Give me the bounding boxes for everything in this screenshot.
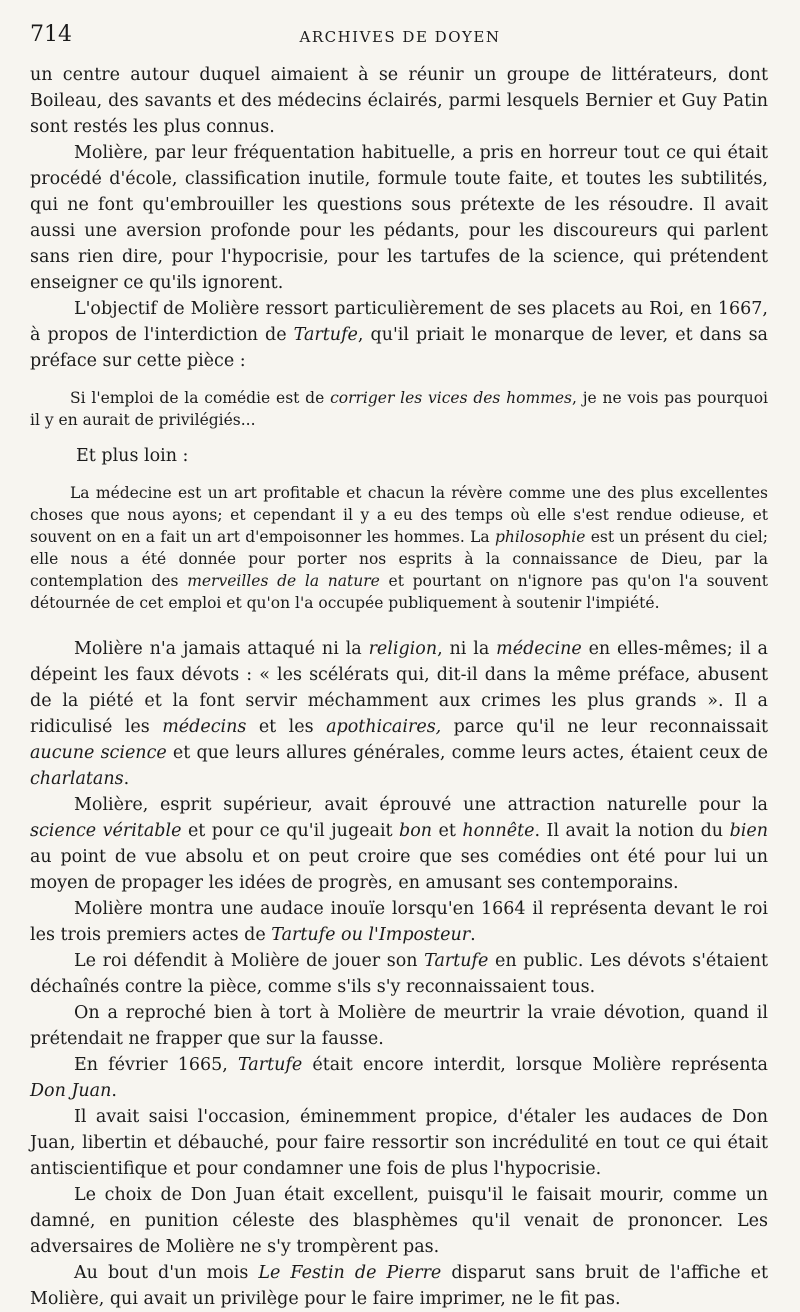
block-quote-1 bbox=[30, 387, 768, 431]
paragraph-roi-defendit: Le roi défendit à Molière de jouer son Tartufe en public. Les dévots s'étaient déchaînés contre la pièce, comme s'ils s'y reconnaissaient tous. bbox=[30, 951, 769, 997]
paragraph-objectif: L'objectif de Molière ressort particulièrement de ses placets au Roi, en 1667, à propos de l'interdiction de Tartufe, qu'il priait le monarque de lever, et dans sa préface sur cette pièce : bbox=[30, 299, 768, 371]
paragraph-festin: Au bout d'un mois Le Festin de Pierre disparut sans bruit de l'affiche et Molière, qui avait un privilège pour le faire imprimer, ne le fit pas. bbox=[30, 1263, 769, 1309]
paragraph-esprit-superieur: Molière, esprit supérieur, avait éprouvé une attraction naturelle pour la science véritable et pour ce qu'il jugeait bon et honnête. Il avait la notion du bien au point de vue absolu et on peut croire que ses comédies ont été pour lui un moyen de propager les idées de progrès, en amusant ses contemporains. bbox=[30, 795, 768, 893]
page-header bbox=[30, 22, 770, 52]
paragraph-continued: un centre autour duquel aimaient à se réunir un groupe de littérateurs, dont Boileau, des savants et des médecins éclairés, parmi lesquels Bernier et Guy Patin sont restés les plus connus. bbox=[30, 65, 768, 137]
quote-comedie: Si l'emploi de la comédie est de corriger les vices des hommes, je ne vois pas pourquoi il y en aurait de privilégiés... bbox=[30, 389, 768, 429]
paragraph-choix: Le choix de Don Juan était excellent, puisqu'il le faisait mourir, comme un damné, en punition céleste des blasphèmes qu'il venait de prononcer. Les adversaires de Molière ne s'y trompèrent pas. bbox=[30, 1185, 768, 1257]
paragraph-religion: Molière n'a jamais attaqué ni la religion, ni la médecine en elles-mêmes; il a dépeint les faux dévots : « les scélérats qui, dit-il dans la même préface, abusent de la piété et la font servir méchamment aux crimes les plus grands ». Il a ridiculisé les médecins et les apothicaires, parce qu'il ne leur reconnaissait aucune science et que leurs allures générales, comme leurs actes, étaient ceux de charlatans. bbox=[30, 639, 768, 789]
lead-in-text: Et plus loin : bbox=[76, 446, 189, 466]
paragraph-reproche: On a reproché bien à tort à Molière de meurtrir la vraie dévotion, quand il prétendait ne frapper que sur la fausse. bbox=[30, 1003, 768, 1049]
block-quote-2 bbox=[30, 482, 768, 614]
paragraph-fevrier: En février 1665, Tartufe était encore interdit, lorsque Molière représenta Don Juan. bbox=[30, 1055, 768, 1101]
paragraph-occasion: Il avait saisi l'occasion, éminemment propice, d'étaler les audaces de Don Juan, libertin et débauché, pour faire ressortir son incrédulité en tout ce qui était antiscientifique et pour condamner une fois de plus l'hypocrisie. bbox=[30, 1107, 768, 1179]
quote-medecine: La médecine est un art profitable et chacun la révère comme une des plus excellentes choses que nous ayons; et cependant il y a eu des temps où elle s'est rendue odieuse, et souvent on en a fait un art d'empoisonner les hommes. La philosophie est un présent du ciel; elle nous a été donnée pour porter nos esprits à la connaissance de Dieu, par la contemplation des merveilles de la nature et pourtant on n'ignore pas qu'on l'a souvent détournée de cet emploi et qu'on l'a occupée publiquement à soutenir l'impiété. bbox=[30, 484, 768, 612]
page-number: 714 bbox=[30, 22, 72, 47]
paragraph-audace: Molière montra une audace inouïe lorsqu'en 1664 il représenta devant le roi les trois premiers actes de Tartufe ou l'Imposteur. bbox=[30, 899, 768, 945]
running-head: ARCHIVES DE DOYEN bbox=[299, 28, 501, 46]
paragraph-moliere-horreur: Molière, par leur fréquentation habituelle, a pris en horreur tout ce qui était procédé d'école, classification inutile, formule toute faite, et toutes les subtilités, qui ne font qu'embrouiller les questions sous prétexte de les résoudre. Il avait aussi une aversion profonde pour les pédants, pour les discoureurs qui parlent sans rien dire, pour l'hypocrisie, pour les tartufes de la science, qui prétendent enseigner ce qu'ils ignorent. bbox=[30, 143, 768, 293]
page-body bbox=[30, 62, 768, 1312]
